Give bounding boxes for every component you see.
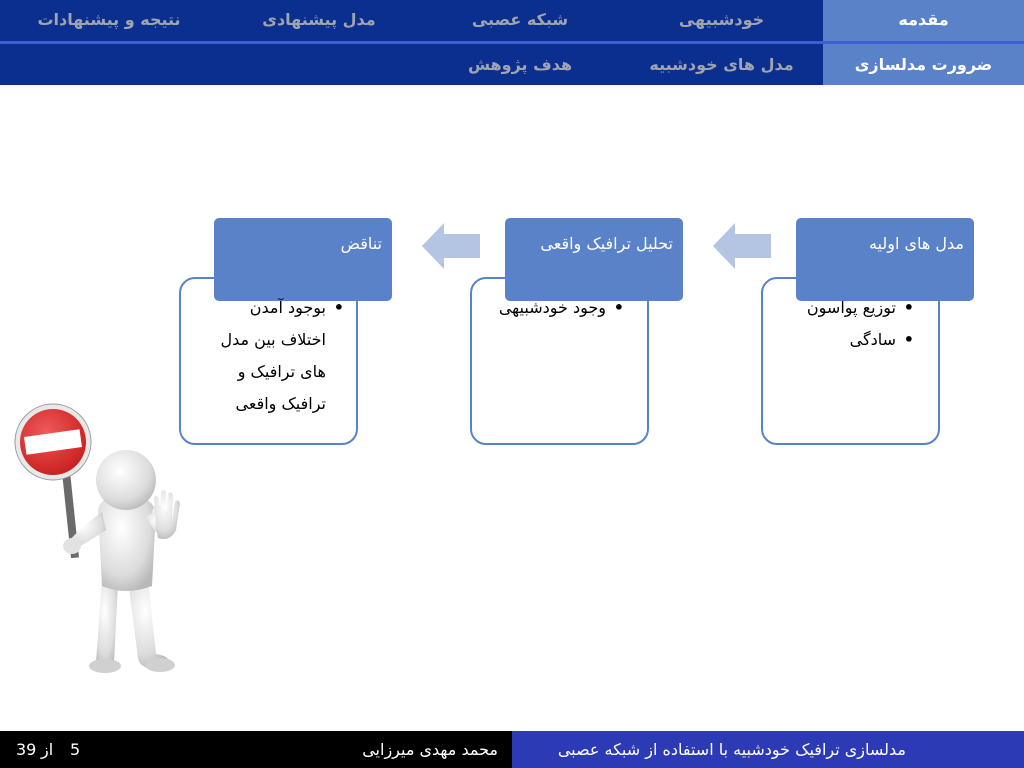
section-nav (0, 0, 1024, 41)
list-item: • بوجود آمدن اختلاف بین مدل های ترافیک و ترافیک واقعی (200, 292, 340, 420)
nav-tab-introduction[interactable]: مقدمه (823, 0, 1024, 41)
footer-left (0, 731, 512, 768)
step-3-bullets (200, 292, 340, 420)
flow-arrow-left-icon (422, 223, 480, 269)
list-item: • توزیع پواسون (770, 292, 910, 324)
flow-arrow-left-icon (713, 223, 771, 269)
step-1-title: مدل های اولیه (868, 234, 964, 253)
step-3-header (214, 218, 392, 301)
nav-tab-self-similarity[interactable]: خودشبیهی (678, 10, 765, 29)
step-2-title: تحلیل ترافیک واقعی (540, 234, 673, 253)
nav-subtab-research-goal[interactable]: هدف پژوهش (467, 55, 573, 74)
stop-sign-figure-icon (10, 400, 185, 680)
step-2-bullets (480, 292, 620, 324)
nav-tab-conclusion[interactable]: نتیجه و پیشنهادات (37, 10, 181, 29)
step-1-header (796, 218, 974, 301)
step-1-bullets (770, 292, 910, 356)
nav-tab-proposed-model[interactable]: مدل پیشنهادی (262, 10, 376, 29)
subsection-nav (0, 44, 1024, 85)
page-of-label: از (41, 740, 54, 759)
page-total: 39 (16, 740, 37, 759)
step-3-title: تناقض (340, 234, 382, 253)
step-2-header (505, 218, 683, 301)
nav-tab-neural-network[interactable]: شبکه عصبی (471, 10, 569, 29)
footer-right (512, 731, 1024, 768)
page-number: 5 (70, 740, 81, 759)
presentation-title: مدلسازی ترافیک خودشبیه با استفاده از شبکه عصبی (557, 740, 906, 759)
nav-subtab-self-similar-models[interactable]: مدل های خودشبیه (649, 55, 794, 74)
list-item: • سادگی (770, 324, 910, 356)
list-item: • وجود خودشبیهی (480, 292, 620, 324)
presenter-name: محمد مهدی میرزایی (362, 740, 498, 759)
nav-subtab-modeling-necessity[interactable]: ضرورت مدلسازی (823, 44, 1024, 85)
